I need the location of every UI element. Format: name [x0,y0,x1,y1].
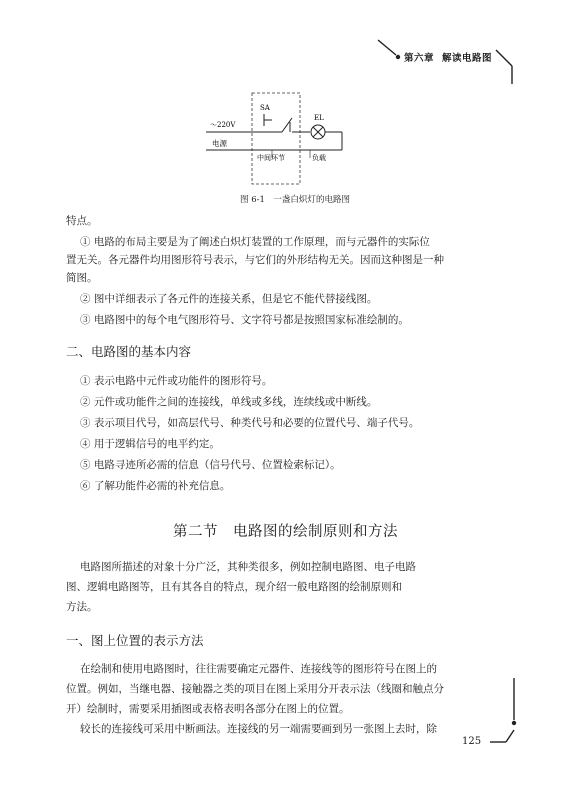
body-text: 置无关。各元器件均用图形符号表示，与它们的外形结构无关。因而这种图是一种 [66,254,444,266]
body-text: 方法。 [66,601,98,613]
figure-caption: 图 6-1 一盏白炽灯的电路图 [240,195,350,205]
main-section-heading: 第二节 电路图的绘制原则和方法 [173,524,398,540]
middle-label: 中间环节 [257,154,285,162]
list-item: ⑤ 电路寻迹所必需的信息（信号代号、位置检索标记）。 [80,459,341,471]
body-text: 在绘制和使用电路图时，往往需要确定元器件、连接线等的图形符号在图上的 [80,663,437,675]
section-heading: 二、电路图的基本内容 [66,344,192,359]
body-text: 特点。 [66,215,98,227]
list-item: ① 表示电路中元件或功能件的图形符号。 [80,375,273,387]
body-text: ① 电路的布局主要是为了阐述白炽灯装置的工作原理，而与元器件的实际位 [80,236,430,248]
load-label: 负载 [312,154,326,162]
body-text: ③ 电路图中的每个电气图形符号、文字符号都是按照国家标准绘制的。 [80,314,409,326]
body-text: 开）绘制时，需要采用插图或表格表明各部分在图上的位置。 [66,703,350,715]
switch-label: SA [260,104,270,112]
body-text: ② 图中详细表示了各元件的连接关系，但是它不能代替接线图。 [80,293,378,305]
circuit-diagram [200,92,360,192]
body-text: 电路图所描述的对象十分广泛，其种类很多，例如控制电路图、电子电路 [80,561,416,573]
source-label: 电源 [212,139,227,148]
list-item: ② 元件或功能件之间的连接线，单线或多线，连续线或中断线。 [80,396,378,408]
list-item: ④ 用于逻辑信号的电平约定。 [80,438,220,450]
voltage-label: ～220V [210,121,236,129]
list-item: ⑥ 了解功能件必需的补充信息。 [80,480,231,492]
footer-decoration [0,650,571,803]
switch-actuator [264,114,272,126]
chapter-title: 解读电路图 [442,53,493,64]
section-heading: 一、图上位置的表示方法 [66,633,204,648]
page-number: 125 [462,736,482,747]
header-decoration [0,0,571,90]
body-text: 图、逻辑电路图等，且有其各自的特点，现介绍一般电路图的绘制原则和 [66,581,402,593]
lamp-label: EL [314,114,324,122]
body-text: 位置。例如，当继电器、接触器之类的项目在图上采用分开表示法（线圈和触点分 [66,683,444,695]
body-text: 较长的连接线可采用中断画法。连接线的另一端需要画到另一张图上去时，除 [80,723,437,735]
list-item: ③ 表示项目代号，如高层代号、种类代号和必要的位置代号、端子代号。 [80,417,420,429]
body-text: 简图。 [66,272,98,284]
chapter-label: 第六章 [404,53,435,64]
